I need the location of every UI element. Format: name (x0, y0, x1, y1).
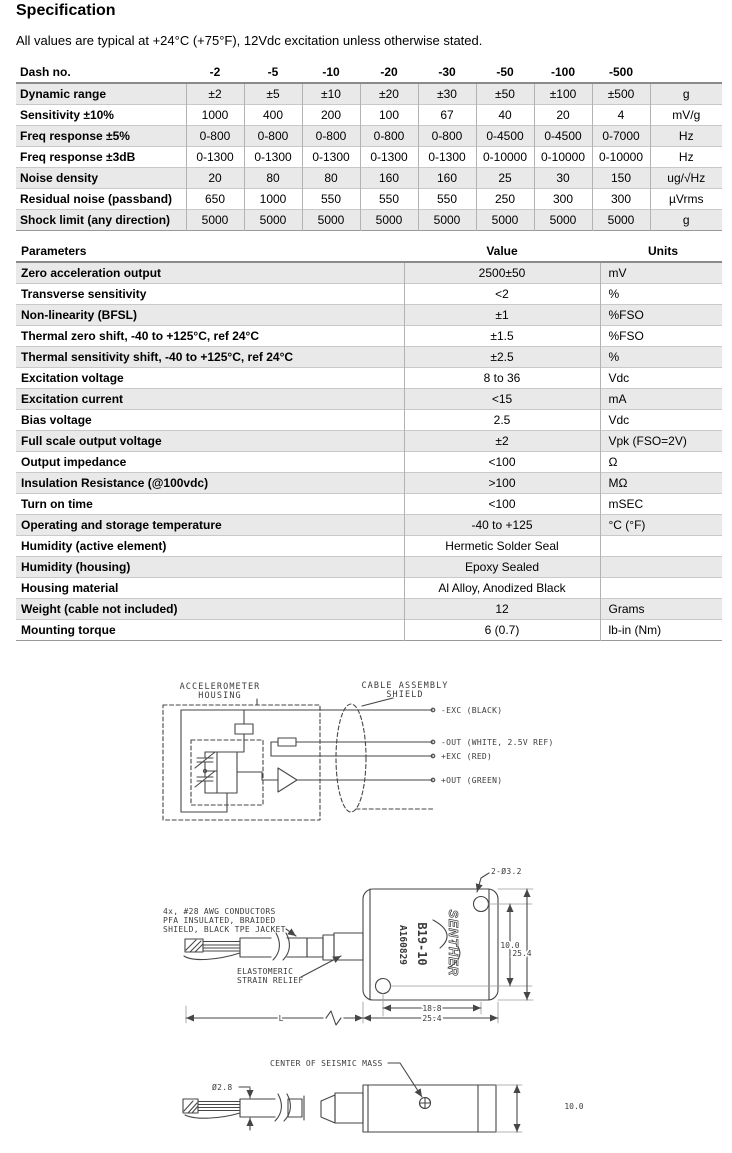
dim-cable-diameter: Ø2.8 (212, 1083, 233, 1092)
dim-body-width: 25.4 (422, 1014, 442, 1023)
strain-relief-label-line2: STRAIN RELIEF (237, 976, 304, 985)
dash-row-unit: µVrms (650, 189, 722, 210)
connector-barrel (335, 1093, 363, 1123)
dash-table-row (16, 168, 722, 189)
param-row-value: ±2.5 (404, 347, 600, 368)
wire-label-pos-exc: +EXC (RED) (441, 752, 493, 761)
param-row-units: mA (608, 392, 627, 406)
param-row-label: Full scale output voltage (21, 434, 162, 448)
shield-label-line2: SHIELD (386, 690, 424, 700)
param-table-row (16, 494, 722, 515)
param-header-value: Value (404, 241, 600, 262)
wire-label-pos-out: +OUT (GREEN) (441, 776, 503, 785)
param-table-row (16, 284, 722, 305)
param-row-value: <100 (404, 452, 600, 473)
param-row-label: Zero acceleration output (21, 266, 162, 280)
dash-row-unit: g (650, 210, 722, 231)
dash-row-value: 100 (360, 105, 418, 126)
param-row-label: Non-linearity (BFSL) (21, 308, 137, 322)
parameters-table (16, 241, 722, 641)
dash-table-header-row (16, 62, 722, 83)
param-row-label: Transverse sensitivity (21, 287, 147, 301)
marking-model: B19-10 (415, 922, 429, 966)
dash-row-value: 0-10000 (476, 147, 534, 168)
dash-row-value: 550 (418, 189, 476, 210)
housing-label-line1: ACCELEROMETER (179, 682, 261, 692)
connection-schematic (150, 676, 646, 840)
dash-row-value: 160 (360, 168, 418, 189)
dash-row-value: 5000 (302, 210, 360, 231)
strain-relief (334, 933, 363, 960)
dash-row-value: ±50 (476, 83, 534, 105)
cable-note-line3: SHIELD, BLACK TPE JACKET (163, 925, 286, 934)
param-row-value: Al Alloy, Anodized Black (404, 578, 600, 599)
dash-row-value: 200 (302, 105, 360, 126)
param-row-value: -40 to +125 (404, 515, 600, 536)
dash-row-unit: mV/g (650, 105, 722, 126)
param-row-units: Vdc (608, 371, 630, 385)
dash-row-unit: Hz (650, 147, 722, 168)
param-row-label: Mounting torque (21, 623, 116, 637)
dash-header-col: -100 (534, 62, 592, 83)
param-table-row (16, 368, 722, 389)
dash-row-value: 5000 (418, 210, 476, 231)
param-row-units: Grams (608, 602, 645, 616)
param-table-row (16, 347, 722, 368)
param-row-label: Thermal zero shift, -40 to +125°C, ref 24°C (21, 329, 260, 343)
dim-body-height: 25.4 (512, 949, 532, 958)
dash-row-value: 0-1300 (302, 147, 360, 168)
param-row-value: <100 (404, 494, 600, 515)
dash-row-value: 5000 (244, 210, 302, 231)
param-table-row (16, 410, 722, 431)
param-row-label: Excitation voltage (21, 371, 124, 385)
dash-row-unit: g (650, 83, 722, 105)
dash-row-value: ±10 (302, 83, 360, 105)
param-table-row (16, 389, 722, 410)
dash-row-value: 4 (592, 105, 650, 126)
param-row-value: Hermetic Solder Seal (404, 536, 600, 557)
param-row-units: % (608, 350, 620, 364)
dash-header-col: -5 (244, 62, 302, 83)
strain-relief-label-line1: ELASTOMERIC (237, 967, 294, 976)
hole-callout: 2-Ø3.2 (491, 867, 522, 876)
param-row-value: 2500±50 (404, 262, 600, 284)
param-row-value: <15 (404, 389, 600, 410)
cable-shield-outline (336, 704, 366, 812)
param-row-label: Insulation Resistance (@100vdc) (21, 476, 209, 490)
param-row-units: % (608, 287, 620, 301)
dash-row-value: 5000 (592, 210, 650, 231)
param-table-row (16, 536, 722, 557)
shield-label-line1: CABLE ASSEMBLY (361, 681, 449, 691)
dash-row-value: 400 (244, 105, 302, 126)
param-row-value: Epoxy Sealed (404, 557, 600, 578)
dash-table-row (16, 189, 722, 210)
param-row-label: Weight (cable not included) (21, 602, 178, 616)
outline-drawing (100, 858, 640, 1058)
dash-row-value: 0-10000 (534, 147, 592, 168)
dash-row-value: 0-1300 (418, 147, 476, 168)
dash-row-value: 20 (186, 168, 244, 189)
sensor-body-side (363, 1085, 496, 1132)
param-table-row (16, 452, 722, 473)
dim-hole-spacing-vertical: 10.0 (500, 941, 520, 950)
mounting-hole (474, 897, 489, 912)
dash-header-col: -30 (418, 62, 476, 83)
param-table-row (16, 515, 722, 536)
param-row-units: Vpk (FSO=2V) (608, 434, 687, 448)
dash-row-value: 30 (534, 168, 592, 189)
dash-table-row (16, 147, 722, 168)
param-row-label: Bias voltage (21, 413, 92, 427)
dash-row-value: 80 (302, 168, 360, 189)
param-table-row (16, 326, 722, 347)
resistor-symbol (278, 738, 296, 746)
dash-row-label: Sensitivity ±10% (20, 108, 114, 122)
dash-header-units (650, 62, 722, 83)
housing-label-line2: HOUSING (198, 691, 242, 701)
side-view-drawing (150, 1048, 590, 1150)
dash-row-value: 0-800 (302, 126, 360, 147)
dash-row-value: 0-1300 (360, 147, 418, 168)
connector-nose (321, 1095, 335, 1123)
logo-swoosh (433, 920, 447, 948)
mems-element (217, 752, 237, 793)
conditions-note: All values are typical at +24°C (+75°F), 12Vdc excitation unless otherwise stated. (16, 33, 483, 48)
param-table-row (16, 262, 722, 284)
param-row-value: ±1.5 (404, 326, 600, 347)
dash-row-value: ±2 (186, 83, 244, 105)
dim-hole-spacing-horizontal: 18.8 (422, 1004, 442, 1013)
param-row-label: Thermal sensitivity shift, -40 to +125°C, ref 24°C (21, 350, 294, 364)
param-row-label: Humidity (active element) (21, 539, 167, 553)
param-row-units (600, 578, 722, 599)
param-row-label: Humidity (housing) (21, 560, 131, 574)
dash-row-value: 650 (186, 189, 244, 210)
dash-row-value: 1000 (244, 189, 302, 210)
sensor-body (363, 889, 498, 1000)
param-row-label: Excitation current (21, 392, 124, 406)
param-table-row (16, 599, 722, 620)
dash-table-row (16, 105, 722, 126)
dash-row-value: 250 (476, 189, 534, 210)
dash-header-col: -2 (186, 62, 244, 83)
param-header-units: Units (600, 241, 722, 262)
param-row-units (600, 557, 722, 578)
dash-header-col: -10 (302, 62, 360, 83)
dash-row-label: Freq response ±5% (20, 129, 130, 143)
param-row-label: Turn on time (21, 497, 93, 511)
param-table-row (16, 557, 722, 578)
dash-row-value: 5000 (534, 210, 592, 231)
param-row-value: 6 (0.7) (404, 620, 600, 641)
dash-row-value: 550 (302, 189, 360, 210)
param-row-units: Vdc (608, 413, 630, 427)
param-table-row (16, 305, 722, 326)
param-table-row (16, 578, 722, 599)
param-row-value: 12 (404, 599, 600, 620)
dash-row-value: 0-1300 (244, 147, 302, 168)
dash-row-value: ±20 (360, 83, 418, 105)
param-row-value: ±1 (404, 305, 600, 326)
param-row-value: 2.5 (404, 410, 600, 431)
dash-row-value: 0-4500 (476, 126, 534, 147)
resistor-symbol (235, 724, 253, 734)
dash-row-value: 0-7000 (592, 126, 650, 147)
dash-row-value: 160 (418, 168, 476, 189)
dash-row-value: ±100 (534, 83, 592, 105)
cable-note-line1: 4x, #28 AWG CONDUCTORS (163, 907, 276, 916)
param-row-value: <2 (404, 284, 600, 305)
param-row-units: mSEC (608, 497, 644, 511)
param-row-value: ±2 (404, 431, 600, 452)
param-row-units: °C (°F) (608, 518, 646, 532)
opamp-symbol (278, 768, 297, 792)
dash-row-value: ±500 (592, 83, 650, 105)
param-table-row (16, 620, 722, 641)
dash-row-value: 150 (592, 168, 650, 189)
param-row-label: Operating and storage temperature (21, 518, 222, 532)
param-table-header-row (16, 241, 722, 262)
dash-row-label: Freq response ±3dB (20, 150, 136, 164)
dash-ratings-table (16, 62, 722, 231)
seismic-mass-label: CENTER OF SEISMIC MASS (270, 1059, 383, 1068)
mounting-hole (376, 979, 391, 994)
dim-cable-length: L (278, 1014, 284, 1023)
dash-row-value: 300 (534, 189, 592, 210)
param-table-row (16, 431, 722, 452)
dash-row-value: ±5 (244, 83, 302, 105)
param-row-units: %FSO (608, 308, 644, 322)
param-header-parameters: Parameters (16, 241, 404, 262)
dash-header-label: Dash no. (16, 62, 186, 83)
dash-table-row (16, 210, 722, 231)
dash-header-col: -500 (592, 62, 650, 83)
wire-label-neg-out: -OUT (WHITE, 2.5V REF) (441, 738, 554, 747)
dash-header-col: -20 (360, 62, 418, 83)
dash-row-value: 550 (360, 189, 418, 210)
param-row-units: lb-in (Nm) (608, 623, 662, 637)
dash-header-col: -50 (476, 62, 534, 83)
dash-row-value: 300 (592, 189, 650, 210)
param-row-value: >100 (404, 473, 600, 494)
dash-row-value: 5000 (186, 210, 244, 231)
dash-row-unit: ug/√Hz (650, 168, 722, 189)
dash-row-value: 5000 (360, 210, 418, 231)
dash-row-label: Shock limit (any direction) (20, 213, 171, 227)
housing-outline (163, 705, 320, 820)
dash-row-value: 0-1300 (186, 147, 244, 168)
dash-row-value: 5000 (476, 210, 534, 231)
dash-row-value: 0-800 (418, 126, 476, 147)
dash-row-value: 25 (476, 168, 534, 189)
cable-note-line2: PFA INSULATED, BRAIDED (163, 916, 276, 925)
param-row-units: Ω (608, 455, 618, 469)
dim-side-body-height: 10.0 (564, 1102, 584, 1111)
dash-row-value: 0-800 (244, 126, 302, 147)
dash-row-value: 0-10000 (592, 147, 650, 168)
dash-row-value: 1000 (186, 105, 244, 126)
param-row-value: 8 to 36 (404, 368, 600, 389)
dash-row-value: 0-4500 (534, 126, 592, 147)
param-row-units (600, 536, 722, 557)
dash-row-value: 0-800 (186, 126, 244, 147)
dash-row-label: Residual noise (passband) (20, 192, 173, 206)
dash-row-label: Noise density (20, 171, 99, 185)
dash-row-value: 20 (534, 105, 592, 126)
dash-row-value: 0-800 (360, 126, 418, 147)
param-row-label: Output impedance (21, 455, 127, 469)
dash-row-value: 80 (244, 168, 302, 189)
param-row-label: Housing material (21, 581, 119, 595)
dash-row-value: 40 (476, 105, 534, 126)
param-row-units: MΩ (608, 476, 628, 490)
dash-row-label: Dynamic range (20, 87, 107, 101)
page-title: Specification (16, 2, 116, 19)
dash-table-row (16, 126, 722, 147)
dash-table-row (16, 83, 722, 105)
marking-serial: A160829 (397, 924, 408, 966)
dash-row-value: 67 (418, 105, 476, 126)
dash-row-unit: Hz (650, 126, 722, 147)
param-row-units: %FSO (608, 329, 644, 343)
cable-jacket (240, 1099, 278, 1117)
dash-row-value: ±30 (418, 83, 476, 105)
param-row-units: mV (608, 266, 627, 280)
param-table-row (16, 473, 722, 494)
brand-logo: SENTHER (446, 909, 460, 977)
wire-label-neg-exc: -EXC (BLACK) (441, 706, 503, 715)
